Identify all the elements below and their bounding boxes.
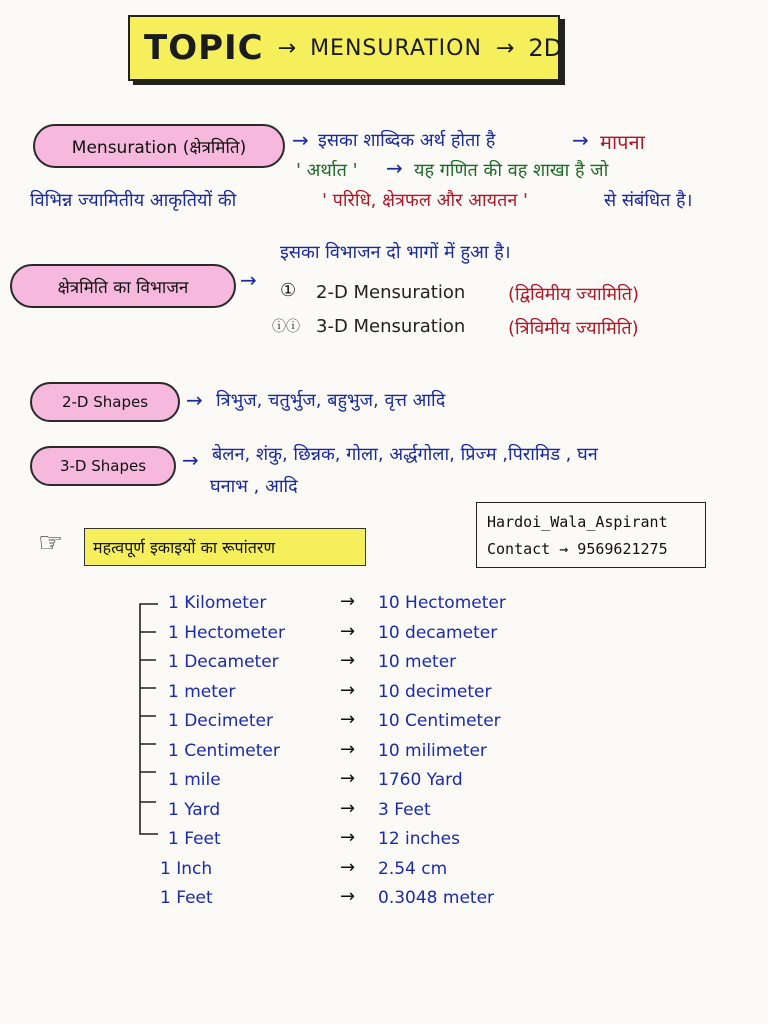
definition-line1-arrow-icon: → bbox=[572, 128, 589, 152]
shapes-2d-text: त्रिभुज, चतुर्भुज, बहुभुज, वृत्त आदि bbox=[216, 390, 446, 411]
mensuration-bubble-label: Mensuration (क्षेत्रमिति) bbox=[71, 137, 247, 158]
shapes-2d-bubble-label: 2-D Shapes bbox=[61, 393, 149, 411]
conversion-to: 10 decameter bbox=[378, 623, 498, 643]
shapes-2d-arrow-icon: → bbox=[186, 388, 203, 412]
division-item-2-marker: ⓘⓘ bbox=[272, 319, 300, 335]
conversion-to: 10 Centimeter bbox=[378, 711, 501, 731]
division-item-1-label: 2-D Mensuration bbox=[316, 282, 466, 303]
conversion-bracket-icon bbox=[118, 596, 168, 846]
conversion-from: 1 mile bbox=[168, 770, 221, 790]
division-arrow-icon: → bbox=[240, 268, 257, 292]
conversion-from: 1 Decameter bbox=[168, 652, 279, 672]
conversion-arrow-icon: → bbox=[340, 857, 356, 878]
shapes-3d-arrow-icon: → bbox=[182, 448, 199, 472]
division-item-1-marker: ① bbox=[280, 280, 297, 301]
definition-arrow-icon: → bbox=[292, 128, 309, 152]
conversion-to: 1760 Yard bbox=[378, 770, 463, 790]
conversion-to: 10 Hectometer bbox=[378, 593, 506, 613]
definition-line2: यह गणित की वह शाखा है जो bbox=[414, 160, 609, 181]
conversion-from: 1 Centimeter bbox=[168, 741, 280, 761]
division-item-2-label: 3-D Mensuration bbox=[316, 316, 466, 337]
conversion-arrow-icon: → bbox=[340, 709, 356, 730]
division-intro: इसका विभाजन दो भागों में हुआ है। bbox=[280, 242, 511, 263]
conversion-arrow-icon: → bbox=[340, 827, 356, 848]
conversion-from: 1 Inch bbox=[160, 859, 213, 879]
title-sub: 2D bbox=[528, 34, 563, 62]
units-heading-box bbox=[84, 528, 366, 566]
title-arrow-icon: → bbox=[495, 35, 515, 61]
division-bubble bbox=[10, 264, 236, 308]
mensuration-bubble bbox=[33, 124, 285, 168]
conversion-from: 1 Decimeter bbox=[168, 711, 273, 731]
units-heading-label: महत्वपूर्ण इकाइयों का रूपांतरण bbox=[93, 538, 276, 557]
conversion-to: 2.54 cm bbox=[378, 859, 448, 879]
definition-line3-highlight: ' परिधि, क्षेत्रफल और आयतन ' bbox=[322, 190, 528, 211]
definition-line1: इसका शाब्दिक अर्थ होता है bbox=[318, 130, 496, 151]
definition-line2-arrow-icon: → bbox=[386, 156, 403, 180]
conversion-arrow-icon: → bbox=[340, 680, 356, 701]
title-topic: TOPIC bbox=[144, 28, 264, 68]
shapes-3d-text-line1: बेलन, शंकु, छिन्नक, गोला, अर्द्धगोला, प्रिज्म ,पिरामिड , घन bbox=[212, 444, 598, 465]
conversion-to: 3 Feet bbox=[378, 800, 431, 820]
contact-box bbox=[476, 502, 706, 568]
shapes-3d-bubble-label: 3-D Shapes bbox=[59, 457, 147, 475]
division-item-2-hindi: (त्रिविमीय ज्यामिति) bbox=[508, 318, 639, 339]
conversion-from: 1 Yard bbox=[168, 800, 221, 820]
conversion-arrow-icon: → bbox=[340, 739, 356, 760]
shapes-2d-bubble bbox=[30, 382, 180, 422]
shapes-3d-text-line2: घनाभ , आदि bbox=[210, 476, 298, 497]
shapes-3d-bubble bbox=[30, 446, 176, 486]
topic-title-box bbox=[128, 15, 563, 81]
division-bubble-label: क्षेत्रमिति का विभाजन bbox=[57, 277, 189, 298]
definition-line2-prefix: ' अर्थात ' bbox=[296, 160, 358, 181]
definition-line3: विभिन्न ज्यामितीय आकृतियों की bbox=[30, 190, 237, 211]
definition-line3-end: से संबंधित है। bbox=[604, 190, 693, 211]
contact-name: Hardoi_Wala_Aspirant bbox=[487, 513, 668, 531]
conversion-to: 10 decimeter bbox=[378, 682, 492, 702]
conversion-to: 10 milimeter bbox=[378, 741, 487, 761]
conversion-to: 0.3048 meter bbox=[378, 888, 495, 908]
conversion-from: 1 Feet bbox=[168, 829, 221, 849]
contact-number: Contact → 9569621275 bbox=[487, 540, 668, 558]
conversion-arrow-icon: → bbox=[340, 650, 356, 671]
definition-term: मापना bbox=[600, 130, 645, 154]
conversion-from: 1 meter bbox=[168, 682, 236, 702]
conversion-arrow-icon: → bbox=[340, 798, 356, 819]
pointing-hand-icon: ☞ bbox=[38, 526, 64, 559]
title-main: MENSURATION bbox=[310, 35, 482, 61]
conversion-to: 12 inches bbox=[378, 829, 460, 849]
division-item-1-hindi: (द्विविमीय ज्यामिति) bbox=[508, 284, 640, 305]
conversion-arrow-icon: → bbox=[340, 768, 356, 789]
conversion-from: 1 Kilometer bbox=[168, 593, 267, 613]
conversion-from: 1 Feet bbox=[160, 888, 213, 908]
conversion-from: 1 Hectometer bbox=[168, 623, 286, 643]
conversion-arrow-icon: → bbox=[340, 621, 356, 642]
conversion-to: 10 meter bbox=[378, 652, 457, 672]
conversion-arrow-icon: → bbox=[340, 591, 356, 612]
title-arrow-icon: → bbox=[277, 35, 297, 61]
conversion-arrow-icon: → bbox=[340, 886, 356, 907]
